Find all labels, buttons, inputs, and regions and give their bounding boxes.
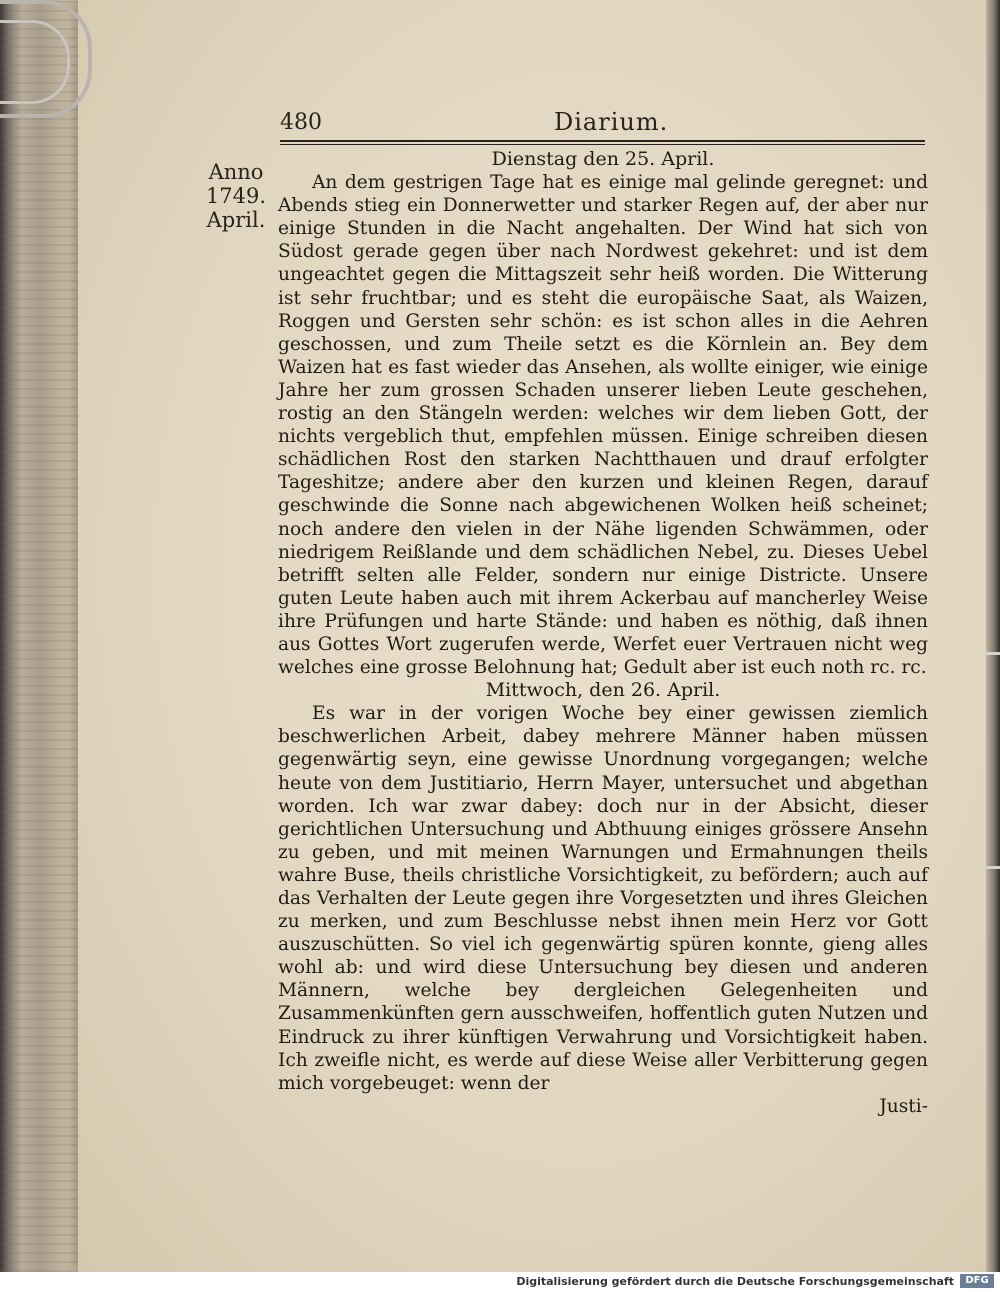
margin-note-year: 1749. <box>205 184 267 208</box>
entry-heading: Mittwoch, den 26. April. <box>485 679 721 702</box>
body-text <box>278 148 928 1118</box>
entry-paragraph: Es war in der vorigen Woche bey einer gewissen ziemlich beschwerlichen Arbeit, dabey mehrere Männer haben müssen gegenwärtig seyn, eine gewisse Unordnung vorgegangen; welche heute von dem Justitiario, Herrn Mayer, untersuchet und abgethan worden. Ich war zwar dabey: doch nur in der Absicht, dieser gerichtlichen Untersuchung und Abthuung einiges grössere Ansehn zu geben, und mit meinen Warnungen und Ermahnungen theils wahre Buse, theils christliche Vorsichtigkeit, zu befördern; auch auf das Verhalten der Leute gegen ihre Vorgesetzten und ihres Gleichen zu merken, und zum Beschlusse nebst ihnen mein Herz vor Gott auszuschütten. So viel ich gegenwärtig spüren konnte, gieng alles wohl ab: und wird diese Untersuchung bey diesen und anderen Männern, welche bey dergleichen Gelegenheiten und Zusammenkünften gern ausschweifen, hoffentlich guten Nutzen und Eindruck zu ihrer künftigen Verwahrung und Vorsichtigkeit haben. Ich zweifle nicht, es werde auf diese Weise aller Verbitterung gegen mich vorgebeuget: wenn der <box>278 703 928 1094</box>
funding-credit: Digitalisierung gefördert durch die Deutsche Forschungsgemeinschaft <box>516 1275 954 1288</box>
catchword: Justi- <box>879 1095 928 1117</box>
binding-shadow <box>986 0 1000 1272</box>
page-tab-mark <box>982 866 1000 869</box>
margin-note <box>196 160 276 232</box>
entry-paragraph: An dem gestrigen Tage hat es einige mal gelinde geregnet: und Abends stieg ein Donnerwetter und starker Regen auf, der aber nur einige Stunden in die Nacht angehalten. Der Wind hat sich von Südost gerade gegen über nach Nordwest gekehret: und ist dem ungeachtet gegen die Mittagszeit sehr heiß worden. Die Witterung ist sehr fruchtbar; und es steht die europäische Saat, als Waizen, Roggen und Gersten sehr schön: es ist schon alles in die Aehren geschossen, und zum Theile setzt es die Körnlein an. Bey dem Waizen hat es fast wieder das Ansehen, als wollte einiger, wie einige Jahre her zum grossen Schaden unserer lieben Leute geschehen, rostig an den Stängeln werden: welches wir dem lieben Gott, der nichts vergeblich thut, empfehlen müssen. Einige schreiben diesen schädlichen Rost den starken Nachtthauen und drauf erfolgter Tageshitze; andere aber den kurzen und kleinen Regen, darauf geschwinde die Sonne nach abgewichenen Wolken heiß scheinet; noch andere den vielen in der Nähe ligenden Schwämmen, oder niedrigem Reißlande und dem schädlichen Nebel, zu. Dieses Uebel betrifft selten alle Felder, sondern nur einige Districte. Unsere guten Leute haben auch mit ihrem Ackerbau auf mancherley Weise ihre Prüfungen und harte Stände: und haben es nöthig, daß ihnen aus Gottes Wort zugerufen werde, Werfet euer Vertrauen nicht weg welches eine grosse Belohnung hat; Gedult aber ist euch noth rc. rc. <box>278 172 928 679</box>
dfg-logo: DFG <box>960 1274 994 1288</box>
margin-note-month: April. <box>206 208 266 232</box>
footer-bar <box>0 1272 1000 1292</box>
page-tab-mark <box>982 652 1000 655</box>
page-number: 480 <box>280 110 322 135</box>
page-header <box>280 104 925 140</box>
running-head: Diarium. <box>554 108 669 136</box>
margin-note-anno: Anno <box>208 160 264 184</box>
header-rule <box>280 140 925 145</box>
paper-clip-inner <box>0 20 70 104</box>
entry-heading: Dienstag den 25. April. <box>491 148 715 170</box>
paper-clip <box>0 0 92 118</box>
